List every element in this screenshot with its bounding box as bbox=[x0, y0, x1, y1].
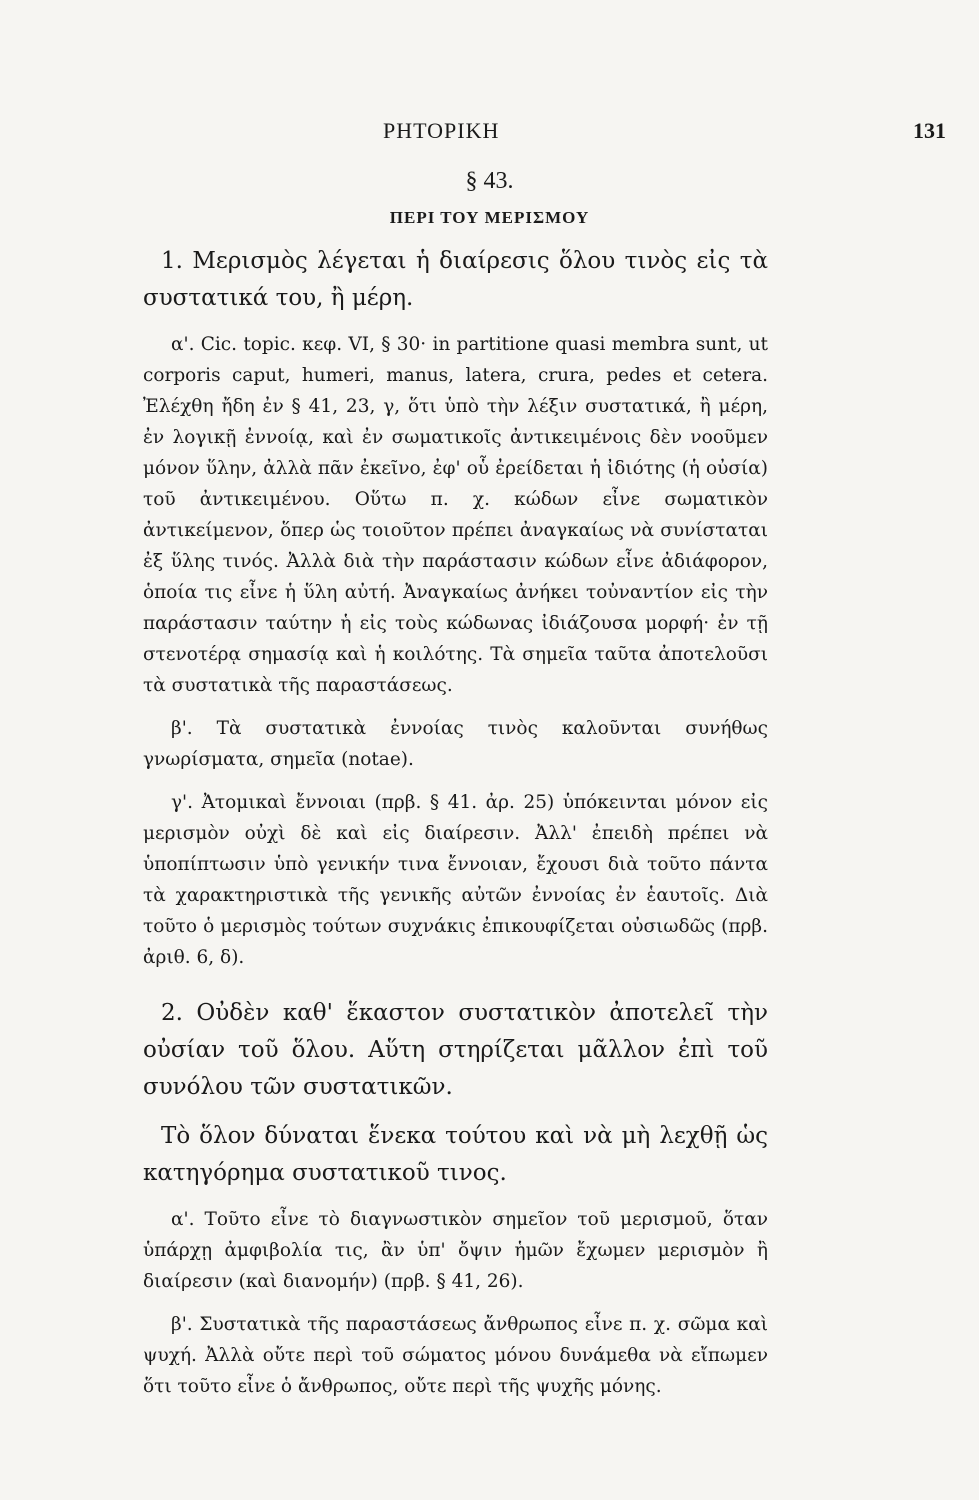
running-title: ΡΗΤΟΡΙΚΗ bbox=[383, 118, 500, 143]
note-alpha-2: α'. Τοῦτο εἶνε τὸ διαγνωστικὸν σημεῖον τοῦ μερισμοῦ, ὅταν ὑπάρχῃ ἀμφιβολία τις, ἂν ὑπ' ὄψιν ἡμῶν ἔχωμεν μερισμὸν ἢ διαίρεσιν (καὶ διανομήν) (πρβ. § 41, 26). bbox=[143, 1209, 768, 1292]
section-title: ΠΕΡΙ ΤΟΥ ΜΕΡΙΣΜΟΥ bbox=[389, 208, 590, 227]
note-beta: β'. Τὰ συστατικὰ ἐννοίας τινὸς καλοῦνται συνήθως γνωρίσματα, σημεῖα (notae). bbox=[143, 718, 768, 770]
paragraph-2: 2. Οὐδὲν καθ' ἕκαστον συστατικὸν ἀποτελεῖ τὴν οὐσίαν τοῦ ὅλου. Αὕτη στηρίζεται μᾶλλον ἐπὶ τοῦ συνόλου τῶν συστατικῶν. bbox=[143, 1000, 768, 1100]
page-header bbox=[0, 118, 979, 148]
paragraph-3: Τὸ ὅλον δύναται ἕνεκα τούτου καὶ νὰ μὴ λεχθῇ ὡς κατηγόρημα συστατικοῦ τινος. bbox=[143, 1123, 768, 1186]
note-gamma: γ'. Ἀτομικαὶ ἔννοιαι (πρβ. § 41. ἀρ. 25) ὑπόκεινται μόνον εἰς μερισμὸν οὐχὶ δὲ καὶ εἰς διαίρεσιν. Ἀλλ' ἐπειδὴ πρέπει νὰ ὑποπίπτωσιν ὑπὸ γενικήν τινα ἔννοιαν, ἔχουσι διὰ τοῦτο πάντα τὰ χαρακτηριστικὰ τῆς γενικῆς αὐτῶν ἐννοίας ἐν ἑαυτοῖς. Διὰ τοῦτο ὁ μερισμὸς τούτων συχνάκις ἐπικουφίζεται οὐσιωδῶς (πρβ. ἀριθ. 6, δ). bbox=[143, 792, 768, 968]
section-number: § 43. bbox=[465, 168, 514, 194]
note-alpha: α'. Cic. topic. κεφ. VI, § 30· in partitione quasi membra sunt, ut corporis caput, humeri, manus, latera, crura, pedes et cetera. Ἐλέχθη ἤδη ἐν § 41, 23, γ, ὅτι ὑπὸ τὴν λέξιν συστατικά, ἢ μέρη, ἐν λογικῇ ἐννοίᾳ, καὶ ἐν σωματικοῖς ἀντικειμένοις δὲν νοοῦμεν μόνον ὕλην, ἀλλὰ πᾶν ἐκεῖνο, ἐφ' οὗ ἐρείδεται ἡ ἰδιότης (ἡ οὐσία) τοῦ ἀντικειμένου. Οὕτω π. χ. κώδων εἶνε σωματικὸν ἀντικείμενον, ὅπερ ὡς τοιοῦτον πρέπει ἀναγκαίως νὰ συνίσταται ἐξ ὕλης τινός. Ἀλλὰ διὰ τὴν παράστασιν κώδων εἶνε ἀδιάφορον, ὁποία τις εἶνε ἡ ὕλη αὐτή. Ἀναγκαίως ἀνήκει τοὐναντίον εἰς τὴν παράστασιν ταύτην ἡ εἰς τοὺς κώδωνας ἰδιάζουσα μορφή· ἐν τῇ στενοτέρᾳ σημασίᾳ καὶ ἡ κοιλότης. Τὰ σημεῖα ταῦτα ἀποτελοῦσι τὰ συστατικὰ τῆς παραστάσεως. bbox=[143, 334, 768, 696]
body-text bbox=[143, 243, 768, 1402]
page-number: 131 bbox=[913, 118, 946, 143]
note-beta-2: β'. Συστατικὰ τῆς παραστάσεως ἄνθρωπος εἶνε π. χ. σῶμα καὶ ψυχή. Ἀλλὰ οὔτε περὶ τοῦ σώματος μόνου δυνάμεθα νὰ εἴπωμεν ὅτι τοῦτο εἶνε ὁ ἄνθρωπος, οὔτε περὶ τῆς ψυχῆς μόνης. bbox=[143, 1314, 768, 1397]
paragraph-1: 1. Μερισμὸς λέγεται ἡ διαίρεσις ὅλου τινὸς εἰς τὰ συστατικά του, ἢ μέρη. bbox=[143, 248, 768, 311]
